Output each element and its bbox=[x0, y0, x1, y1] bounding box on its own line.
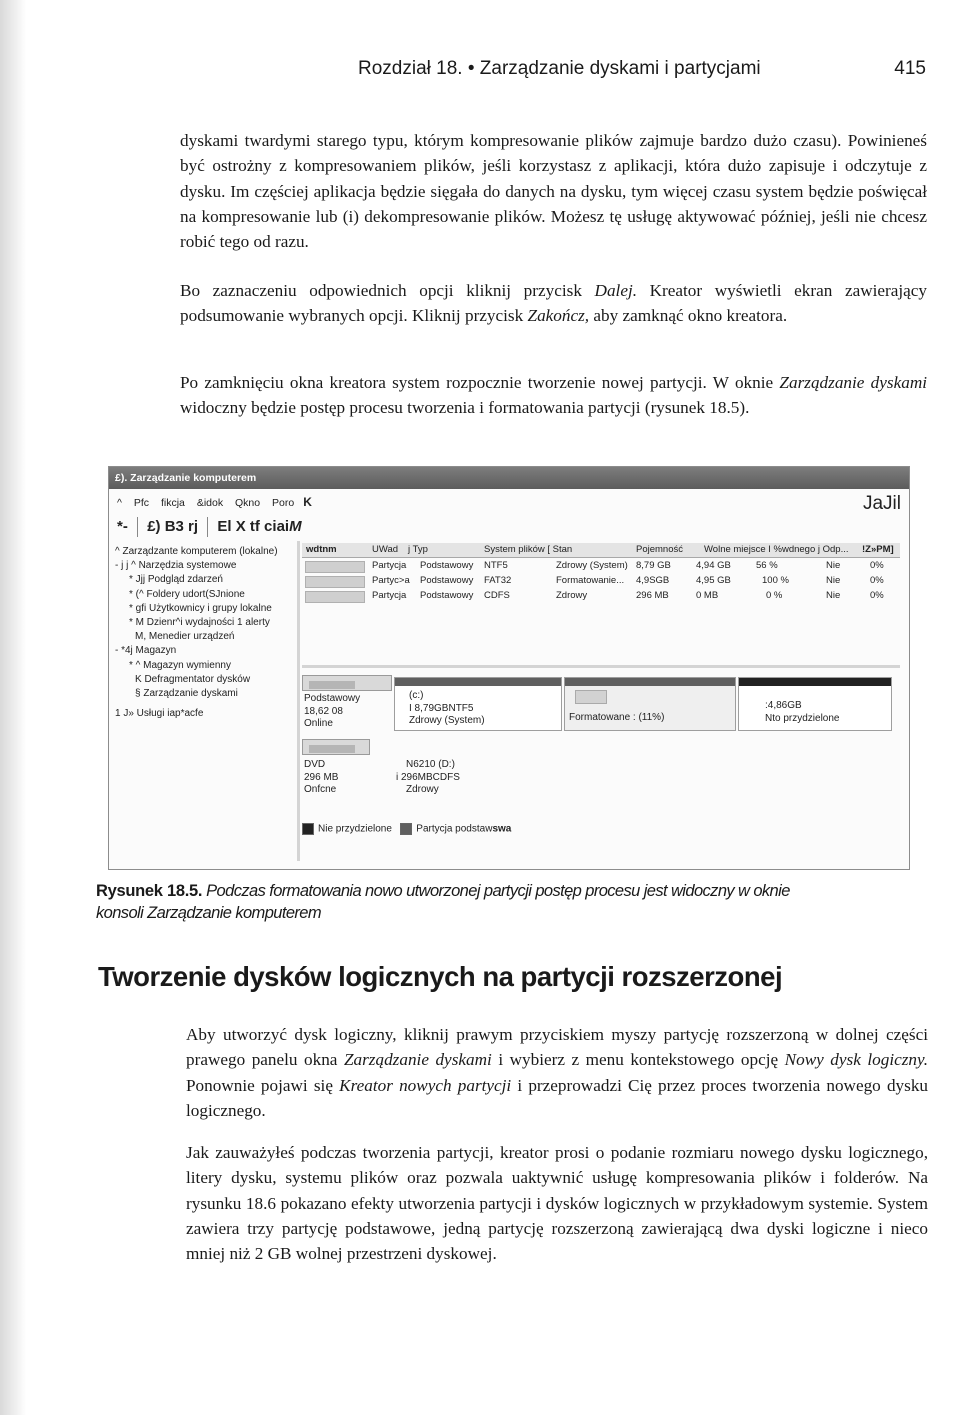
legend-primary-tail: swa bbox=[492, 823, 512, 835]
p4-italic-2: Nowy dysk logiczny. bbox=[784, 1050, 928, 1070]
p4-text-1: Aby utworzyć dysk logiczny, kliknij prawym przyciskiem myszy partycję rozszerzoną w dolnej części prawego panelu okna bbox=[186, 1025, 928, 1070]
paragraph-3 bbox=[180, 370, 927, 421]
partition-c-info bbox=[409, 690, 485, 728]
cell-free: 4,94 GB bbox=[696, 560, 731, 571]
column-header-capacity[interactable]: Pojemność bbox=[636, 544, 683, 555]
p4-italic-1: Zarządzanie dyskami bbox=[343, 1050, 492, 1070]
cdrom-volume-status: Zdrowy bbox=[406, 784, 439, 795]
partition-c-detail: I 8,79GBNTF5 bbox=[409, 702, 474, 714]
disk-0-info bbox=[304, 693, 360, 731]
unallocated-status: Nto przydzielone bbox=[765, 712, 840, 724]
page-edge-shadow bbox=[0, 0, 26, 1415]
legend-swatch-primary bbox=[400, 823, 412, 835]
menu-bar bbox=[109, 491, 909, 513]
cdrom-0-status: Onfcne bbox=[304, 784, 337, 795]
tree-item-system-tools[interactable]: - j j ^ Narzędzia systemowe bbox=[115, 560, 237, 572]
cell-free: 0 MB bbox=[696, 590, 719, 601]
drive-icon bbox=[305, 591, 365, 603]
cdrom-0-header[interactable] bbox=[302, 739, 370, 755]
figure-label: Rysunek 18.5. bbox=[96, 882, 203, 900]
p4-text-4: i przeprowadzi Cię przez proces tworzenia nowego dysku logicznego. bbox=[186, 1075, 929, 1120]
menu-help-label: Poro bbox=[272, 497, 295, 509]
legend-primary: Partycja podstaw bbox=[416, 823, 493, 835]
menu-item-control[interactable]: ^ bbox=[117, 497, 122, 509]
running-header bbox=[358, 58, 926, 86]
p2-text-2: Kreator wyświetli ekran zawierający podsumowanie wybranych opcji. Kliknij przycisk bbox=[180, 281, 927, 326]
unallocated-stripe bbox=[739, 678, 891, 686]
cell-fs: CDFS bbox=[484, 590, 510, 601]
p4-text-2: i wybierz z menu kontekstowego opcję bbox=[491, 1050, 785, 1070]
partition-c-status: Zdrowy (System) bbox=[409, 715, 485, 726]
cell-status: Formatowanie... bbox=[556, 575, 625, 586]
cdrom-0-label-graphic bbox=[309, 745, 355, 753]
p4-italic-3: Kreator nowych partycji bbox=[339, 1075, 512, 1095]
p4-text-3: Ponownie pojawi się bbox=[186, 1075, 340, 1095]
column-header-filesystem-status[interactable]: System plików [ Stan bbox=[484, 544, 573, 555]
p2-italic-1: Dalej. bbox=[594, 281, 638, 300]
toolbar-separator bbox=[207, 517, 208, 537]
disk-0-header[interactable] bbox=[302, 675, 392, 691]
cell-fault-tolerance: Nie bbox=[826, 560, 841, 571]
menu-item-window[interactable]: Qkno bbox=[235, 497, 261, 509]
chapter-title: Rozdział 18. • Zarządzanie dyskami i partycjami bbox=[358, 58, 761, 79]
console-tree bbox=[115, 545, 295, 721]
cell-overhead: 0% bbox=[870, 590, 884, 601]
legend-unallocated: Nie przydzielone bbox=[318, 823, 392, 835]
tree-item-performance[interactable]: * M Dzienr^i wydajności 1 alerty bbox=[129, 617, 270, 629]
cell-fault-tolerance: Nie bbox=[826, 575, 841, 586]
pane-splitter-horizontal[interactable] bbox=[302, 665, 900, 668]
figure-caption-text: Podczas formatowania nowo utworzonej partycji postęp procesu jest widoczny w oknie konsoli Zarządzanie komputerem bbox=[96, 882, 790, 922]
paragraph-5: Jak zauważyłeś podczas tworzenia partycji, kreator prosi o podanie rozmiaru nowego dysku logicznego, litery dysku, systemu plików oraz pozwala uaktywnić usługę kompresowania plików i folderów. Na rysunku 18.6 pokazano efekty utworzenia partycji i dysków logicznych w przykładowym systemie. System zawiera trzy partycję podstawowe, jedną partycję rozszerzoną zawierającą dwa dyski logiczne i nieco mniej niż 2 GB wolnej przestrzeni dyskowej. bbox=[186, 1143, 928, 1264]
column-header-layout[interactable]: UWad bbox=[372, 544, 399, 555]
p3-text-2: widoczny będzie postęp procesu tworzenia i formatowania partycji (rysunek 18.5). bbox=[180, 398, 750, 418]
pane-splitter-vertical[interactable] bbox=[297, 541, 300, 861]
cdrom-volume-detail: i 296MBCDFS bbox=[396, 771, 460, 783]
window-brand-logo: JaJil bbox=[862, 493, 901, 514]
p2-italic-2: Zakończ, bbox=[527, 306, 590, 326]
partition-c[interactable] bbox=[394, 677, 562, 731]
menu-item-help[interactable] bbox=[272, 497, 321, 509]
disk-0-type: Podstawowy bbox=[304, 693, 361, 704]
cell-free-pct: 0 % bbox=[766, 590, 783, 601]
tree-item-device-manager[interactable]: M, Menedier urządzeń bbox=[135, 631, 235, 643]
column-header-volume[interactable]: wdtnm bbox=[306, 544, 337, 555]
tree-item-root[interactable]: ^ Zarządzante komputerem (lokalne) bbox=[115, 546, 278, 557]
cdrom-volume-name: N6210 (D:) bbox=[406, 759, 455, 770]
drive-icon bbox=[305, 561, 365, 573]
tree-item-removable-storage[interactable]: * ^ Magazyn wymienny bbox=[129, 659, 231, 671]
cell-status: Zdrowy (System) bbox=[556, 560, 628, 571]
paragraph-2 bbox=[180, 278, 927, 329]
partition-formatting[interactable] bbox=[564, 677, 736, 731]
toolbar bbox=[117, 513, 302, 541]
table-row[interactable] bbox=[302, 574, 900, 588]
disk-0-size: 18,62 08 bbox=[304, 705, 343, 717]
tree-item-disk-management[interactable]: § Zarządzanie dyskami bbox=[135, 688, 238, 700]
cell-free: 4,95 GB bbox=[696, 575, 731, 586]
partition-unallocated[interactable] bbox=[738, 677, 892, 731]
cell-overhead: 0% bbox=[870, 560, 884, 571]
page-number: 415 bbox=[894, 58, 926, 79]
cell-free-pct: 100 % bbox=[762, 575, 789, 586]
disk-legend bbox=[302, 823, 511, 835]
cell-capacity: 296 MB bbox=[636, 590, 669, 601]
cdrom-0-type: DVD bbox=[304, 759, 326, 770]
tree-item-event-viewer[interactable]: * Jjj Podgląd zdarzeń bbox=[129, 574, 223, 586]
cdrom-0-size: 296 MB bbox=[304, 771, 339, 783]
cdrom-0-info bbox=[304, 759, 338, 797]
volume-list-header bbox=[302, 543, 900, 558]
disk-0-label-graphic bbox=[309, 681, 355, 689]
partition-type-stripe bbox=[565, 678, 735, 686]
cell-overhead: 0% bbox=[870, 575, 884, 586]
menu-mark: K bbox=[303, 495, 312, 509]
p2-text-3: aby zamknąć okno kreatora. bbox=[589, 306, 788, 326]
menu-item-view[interactable]: &idok bbox=[196, 497, 224, 509]
cell-status: Zdrowy bbox=[556, 590, 588, 601]
paragraph-4 bbox=[186, 1022, 928, 1123]
menu-item-action[interactable]: fikcja bbox=[160, 497, 185, 509]
column-header-free-space[interactable]: Wolne miejsce I %wdnego j Odp... bbox=[704, 544, 849, 555]
tree-item-storage[interactable]: - *4j Magazyn bbox=[115, 645, 177, 657]
cell-type: Podstawowy bbox=[420, 575, 474, 586]
cell-layout: Partyc>a bbox=[372, 575, 410, 586]
tree-item-defragmenter[interactable]: K Defragmentator dysków bbox=[135, 673, 251, 685]
toolbar-buttons-group-2[interactable]: El X tf ciai bbox=[217, 518, 290, 535]
cell-fs: NTF5 bbox=[484, 560, 508, 571]
partition-type-stripe bbox=[395, 678, 561, 686]
back-button[interactable]: *- bbox=[117, 518, 128, 535]
disk-0-status: Online bbox=[304, 718, 333, 729]
partition-formatting-status: Formatowane : (11%) bbox=[569, 712, 665, 723]
drive-icon bbox=[305, 576, 365, 588]
toolbar-separator bbox=[137, 517, 138, 537]
cell-free-pct: 56 % bbox=[756, 560, 778, 571]
cell-capacity: 8,79 GB bbox=[636, 560, 671, 571]
table-row[interactable] bbox=[302, 559, 900, 573]
column-header-type[interactable]: j Typ bbox=[408, 544, 428, 555]
cell-type: Podstawowy bbox=[420, 560, 474, 571]
toolbar-buttons-group-1[interactable]: £) B3 rj bbox=[147, 518, 199, 535]
cell-capacity: 4,9SGB bbox=[636, 575, 670, 586]
computer-management-window bbox=[108, 466, 910, 870]
p3-italic-1: Zarządzanie dyskami bbox=[779, 373, 928, 392]
cell-fs: FAT32 bbox=[484, 575, 512, 586]
cell-layout: Partycja bbox=[372, 560, 407, 571]
partition-c-name: (c:) bbox=[409, 690, 424, 701]
paragraph-1: dyskami twardymi starego typu, którym kompresowanie plików zajmuje bardzo dużo czasu). Powinieneś być ostrożny z kompresowaniem plików, jeśli korzystasz z aplikacji, która dużo zapisuje i odczytuje z dysku. Im częściej aplikacja będzie sięgała do danych na dysku, tym więcej czasu system będzie poświęcał na kompresowanie lub (i) dekompresowanie plików. Możesz tę usługę aktywować później, jeśli nie chcesz robić tego od razu. bbox=[180, 131, 927, 252]
table-row[interactable] bbox=[302, 589, 900, 603]
volume-list bbox=[302, 541, 900, 661]
tree-item-services[interactable]: 1 J» Usługi iap*acfe bbox=[115, 708, 204, 720]
figure-caption bbox=[96, 880, 836, 924]
window-titlebar[interactable]: £). Zarządzanie komputerem bbox=[109, 467, 909, 489]
column-header-overhead[interactable]: !Z»PM] bbox=[862, 544, 894, 555]
cdrom-volume-info[interactable] bbox=[396, 759, 460, 797]
p2-text-1: Bo zaznaczeniu odpowiednich opcji kliknij przycisk bbox=[180, 281, 595, 300]
partition-name-graphic bbox=[575, 690, 607, 704]
unallocated-info bbox=[765, 700, 839, 725]
unallocated-size: :4,86GB bbox=[765, 700, 802, 711]
graphical-disk-view bbox=[302, 673, 900, 859]
cell-layout: Partycja bbox=[372, 590, 407, 601]
section-title: Tworzenie dysków logicznych na partycji rozszerzonej bbox=[98, 961, 783, 992]
tree-item-shared-folders[interactable]: * (^ Foldery udort(SJnione bbox=[129, 588, 245, 600]
cell-type: Podstawowy bbox=[420, 590, 474, 601]
cell-fault-tolerance: Nie bbox=[826, 590, 841, 601]
menu-item-file[interactable]: Pfc bbox=[133, 497, 150, 509]
legend-swatch-unallocated bbox=[302, 823, 314, 835]
tree-item-local-users[interactable]: * gfi Użytkownicy i grupy lokalne bbox=[129, 602, 272, 614]
toolbar-buttons-group-2-end[interactable]: M bbox=[289, 518, 302, 535]
p3-text-1: Po zamknięciu okna kreatora system rozpocznie tworzenie nowej partycji. W oknie bbox=[180, 373, 780, 392]
